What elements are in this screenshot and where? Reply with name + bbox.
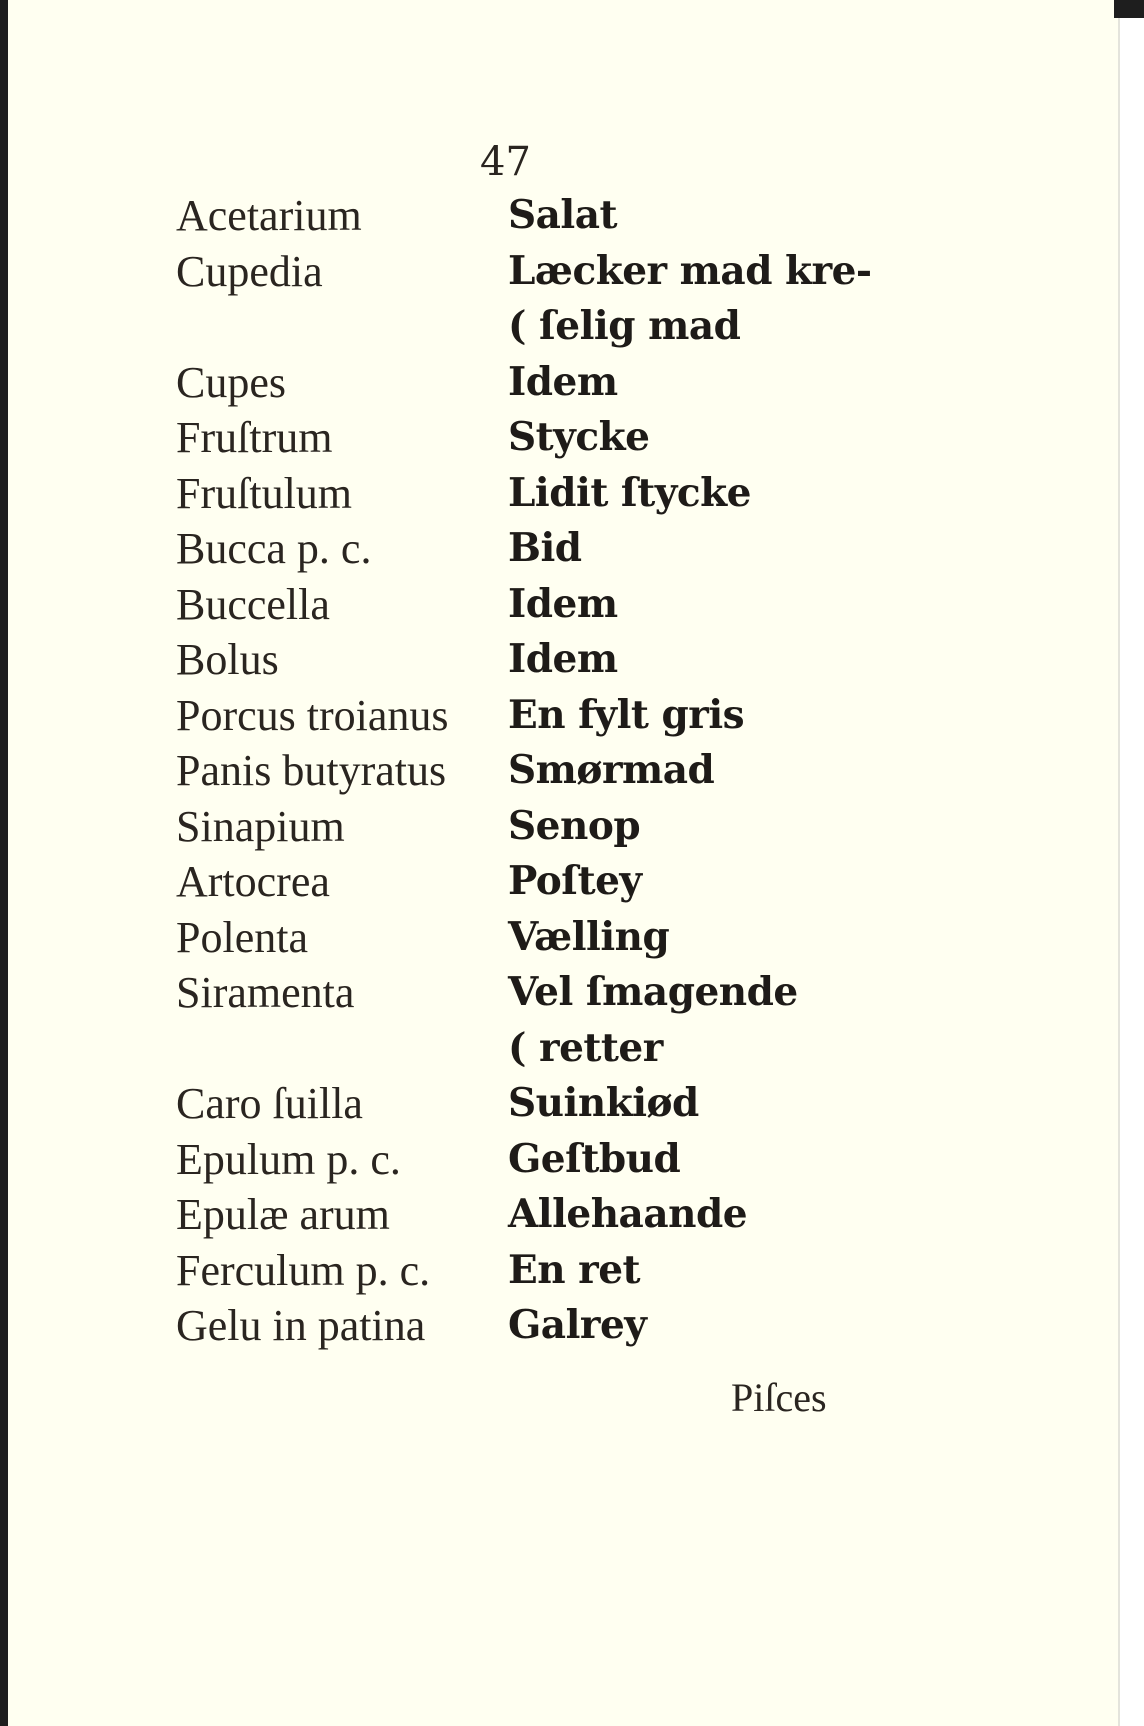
glossary-row [176,747,876,803]
danish-term: Poſtey [508,858,642,904]
glossary-row [176,803,876,859]
glossary-row [176,470,876,526]
latin-term: Polenta [176,912,308,962]
latin-term: Ferculum p. c. [176,1245,431,1295]
danish-term: Vel ſmagende [508,969,798,1015]
glossary-row [176,248,876,304]
latin-term: Sinapium [176,801,345,851]
glossary-list [176,192,876,1358]
danish-term: Idem [508,580,618,627]
latin-term: Bucca p. c. [176,524,372,573]
danish-term: Idem [508,636,618,682]
latin-term: Bolus [176,635,279,684]
latin-term: Gelu in patina [176,1301,426,1350]
danish-term: Læcker mad kre- [508,247,872,294]
glossary-row [176,303,876,359]
glossary-row [176,914,876,970]
page-edge-left [0,0,8,1726]
latin-term: Acetarium [176,191,362,240]
danish-term: ( ſelig mad [508,303,741,349]
danish-term: Suinkiød [508,1080,699,1126]
danish-term: ( retter [508,1024,663,1071]
latin-term: Porcus troianus [176,690,449,740]
glossary-row [176,192,876,248]
glossary-row [176,1080,876,1136]
glossary-row [176,1247,876,1303]
danish-term: En ret [508,1246,641,1293]
latin-term: Buccella [176,579,330,629]
glossary-row [176,1025,876,1081]
latin-term: Epulum p. c. [176,1134,401,1184]
latin-term: Fruſtulum [176,468,353,518]
danish-term: Geſtbud [508,1135,681,1182]
danish-term: Allehaande [508,1191,748,1237]
glossary-row [176,1302,876,1358]
glossary-row [176,359,876,415]
danish-term: Galrey [508,1302,647,1348]
glossary-row [176,525,876,581]
glossary-row [176,969,876,1025]
latin-term: Cupes [176,357,286,407]
glossary-row [176,1136,876,1192]
danish-term: En fylt gris [508,691,745,738]
latin-term: Artocrea [176,857,330,906]
latin-term: Fruſtrum [176,413,333,462]
danish-term: Salat [508,192,618,238]
latin-term: Panis butyratus [176,746,447,795]
glossary-row [176,858,876,914]
glossary-row [176,1191,876,1247]
glossary-row [176,414,876,470]
page-number: 47 [480,139,531,185]
danish-term: Smørmad [508,747,715,793]
page-edge-right [1118,0,1120,1726]
danish-term: Idem [508,358,618,405]
latin-term: Cupedia [176,246,323,296]
latin-term: Epulæ arum [176,1190,390,1239]
glossary-row [176,636,876,692]
danish-term: Stycke [508,414,650,460]
danish-term: Vælling [508,913,670,960]
glossary-row [176,692,876,748]
danish-term: Lidit ſtycke [508,469,751,516]
catchword: Piſces [731,1375,827,1420]
latin-term: Siramenta [176,968,355,1017]
glossary-row [176,581,876,637]
latin-term: Caro ſuilla [176,1079,363,1128]
danish-term: Senop [508,802,641,849]
scan-corner-mark [1114,0,1144,18]
danish-term: Bid [508,525,582,571]
